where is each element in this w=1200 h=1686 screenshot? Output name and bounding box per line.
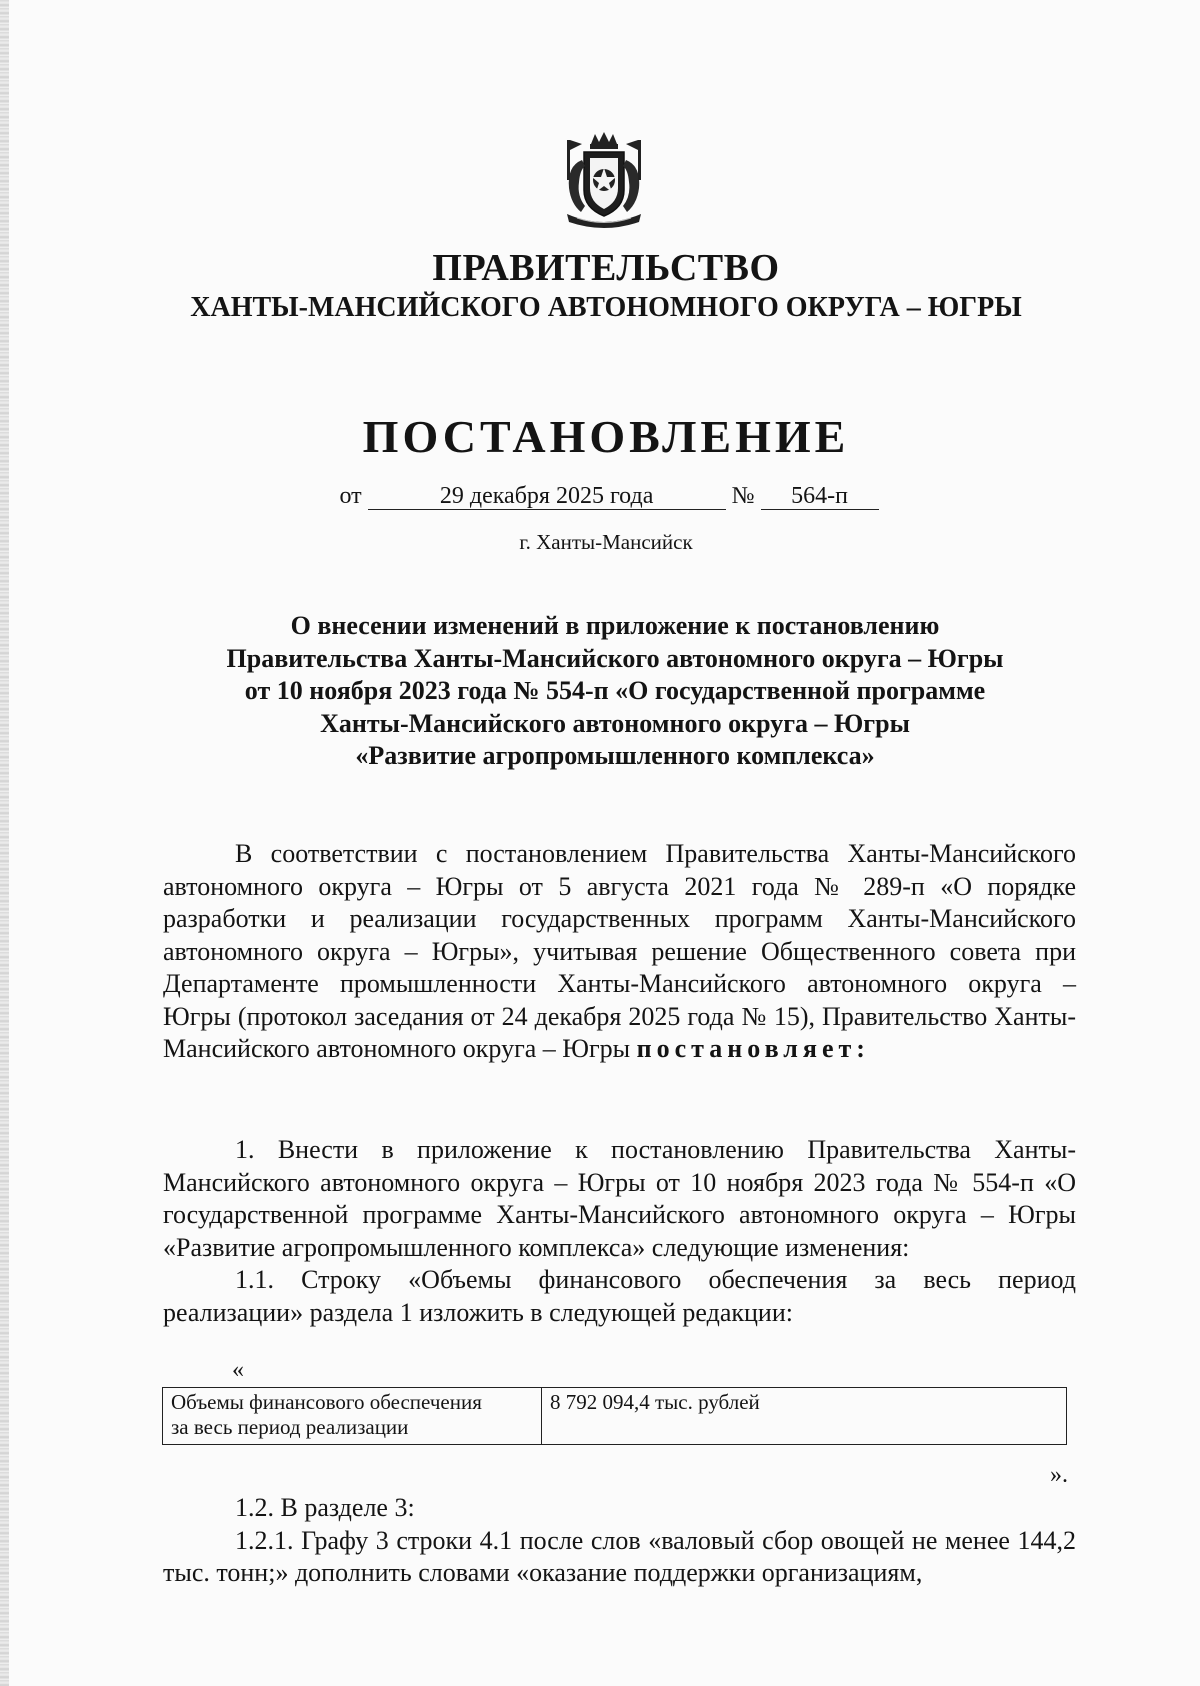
item-1-1-text: 1.1. Строку «Объемы финансового обеспечения за весь период реализации» раздела 1 изложить в следующей редакции: [163,1265,1076,1327]
heading-line: Правительства Ханты-Мансийского автономного округа – Югры [226,643,1004,673]
table-label-cell [163,1388,542,1445]
heading-line: «Развитие агропромышленного комплекса» [355,741,875,770]
heading-line: Ханты-Мансийского автономного округа – Югры [320,708,910,738]
table-label-line: за весь период реализации [171,1415,409,1439]
opening-quote: « [232,1357,244,1383]
closing-quote: ». [1050,1462,1068,1488]
government-subtitle: ХАНТЫ-МАНСИЙСКОГО АВТОНОМНОГО ОКРУГА – ЮГРЫ [190,292,1022,323]
date-label: от [339,483,362,509]
financing-table [162,1387,1067,1445]
table-label-line: Объемы финансового обеспечения [171,1390,482,1414]
document-number: 564-п [761,483,879,510]
number-label: № [731,483,755,509]
item-1-2-paragraph [163,1492,1076,1590]
item-1-2-text: 1.2. В разделе 3: [235,1493,415,1522]
item-1-2-1-text: 1.2.1. Графу 3 строки 4.1 после слов «валовый сбор овощей не менее 144,2 тыс. тонн;» дополнить словами «оказание поддержки организациям, [163,1525,1076,1587]
table-value-cell: 8 792 094,4 тыс. рублей [542,1388,1067,1445]
preamble-text: В соответствии с постановлением Правительства Ханты-Мансийского автономного округа – Югры от 5 августа 2021 года № 289-п «О порядке разработки и реализации государственных программ Ханты-Мансийского автономного округа – Югры», учитывая решение Общественного совета при Департаменте промышленности Ханты-Мансийского автономного округа – Югры (протокол заседания от 24 декабря 2025 года № 15), Правительство Ханты-Мансийского автономного округа – Югры [163,839,1076,1063]
document-heading [170,610,1060,773]
date-number-line [0,480,1200,512]
item-1-text: 1. Внести в приложение к постановлению Правительства Ханты-Мансийского автономного округа – Югры от 10 ноября 2023 года № 554-п «О государственной программе Ханты-Мансийского автономного округа – Югры «Развитие агропромышленного комплекса» следующие изменения: [163,1135,1076,1262]
heading-line: О внесении изменений в приложение к постановлению [290,611,940,640]
document-type: ПОСТАНОВЛЕНИЕ [362,411,850,462]
government-title: ПРАВИТЕЛЬСТВО [432,247,780,289]
resolves-word: постановляет: [636,1034,870,1063]
issue-city: г. Ханты-Мансийск [519,530,693,554]
document-date: 29 декабря 2025 года [368,483,726,510]
table-row [163,1388,1067,1445]
preamble-paragraph [163,838,1076,1066]
heading-line: от 10 ноября 2023 года № 554-п «О государственной программе [244,676,986,705]
coat-of-arms-emblem [549,130,659,230]
item-1-paragraph [163,1134,1076,1329]
